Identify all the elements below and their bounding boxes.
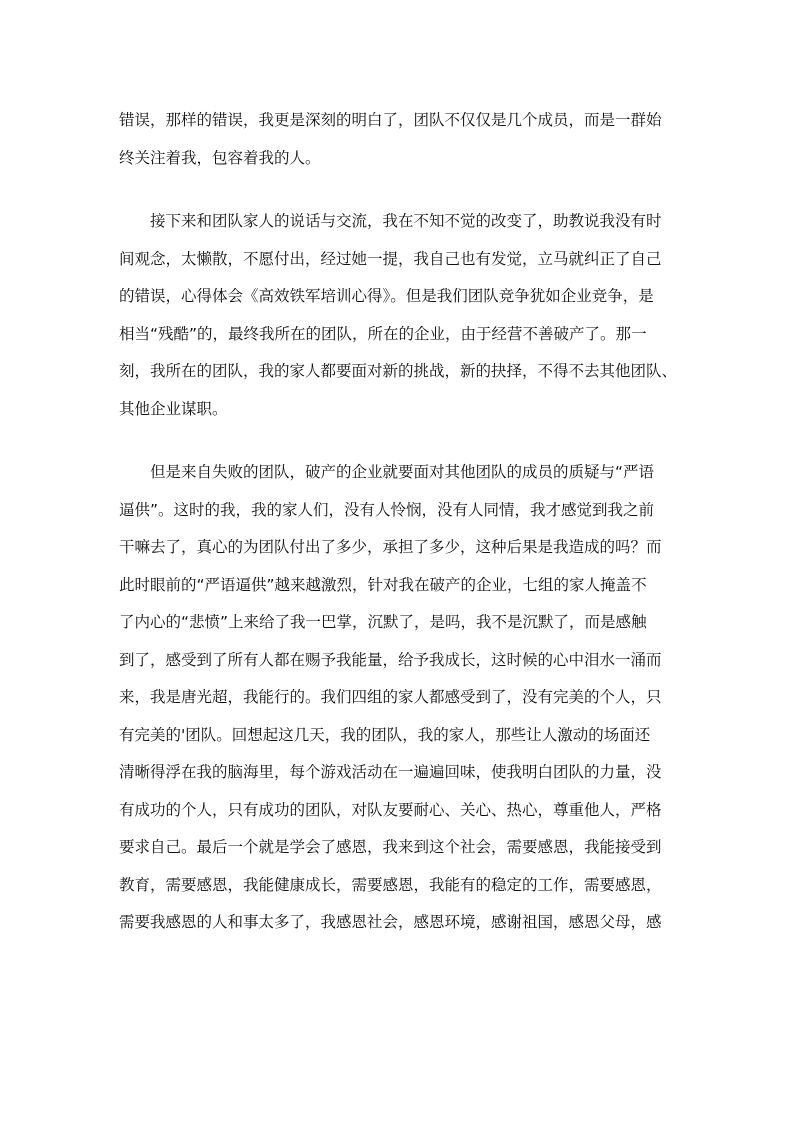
paragraph-1: [119, 102, 689, 177]
paragraph-line: 但是来自失败的团队，破产的企业就要面对其他团队的成员的质疑与“严语: [119, 463, 655, 481]
paragraph-line: 终关注着我，包容着我的人。: [119, 148, 321, 167]
paragraph-2: [119, 203, 689, 428]
paragraph-line: 刻，我所在的团队，我的家人都要面对新的挑战，新的抉择，不得不去其他团队、: [119, 362, 678, 380]
paragraph-line: 的错误，心得体会《高效铁军培训心得》。但是我们团队竞争犹如企业竞争，是: [119, 287, 654, 305]
paragraph-line: 教育，需要感恩，我能健康成长，需要感恩，我能有的稳定的工作，需要感恩，: [119, 875, 662, 894]
paragraph-line: 错误，那样的错误，我更是深刻的明白了，团队不仅仅是几个成员，而是一群始: [119, 111, 662, 129]
paragraph-spacer: [119, 177, 689, 203]
paragraph-line: 有成功的个人，只有成功的团队，对队友要耐心、关心、热心，尊重他人，严格: [119, 800, 662, 819]
paragraph-line: 清晰得浮在我的脑海里，每个游戏活动在一遍遍回味，使我明白团队的力量，没: [119, 763, 662, 781]
paragraph-line: 间观念，太懒散，不愿付出，经过她一提，我自己也有发觉，立马就纠正了自己: [119, 249, 662, 268]
paragraph-line: 相当“残酷”的，最终我所在的团队，所在的企业，由于经营不善破产了。那一: [119, 324, 647, 343]
paragraph-spacer: [119, 428, 689, 454]
paragraph-line: 此时眼前的“严语逼供”越来越激烈，针对我在破产的企业，七组的家人掩盖不: [119, 575, 647, 594]
paragraph-line: 到了，感受到了所有人都在赐予我能量，给予我成长，这时候的心中泪水一涌而: [119, 650, 662, 669]
paragraph-line: 了内心的“悲愤”上来给了我一巴掌，沉默了，是吗，我不是沉默了，而是感触: [119, 613, 647, 631]
paragraph-line: 接下来和团队家人的说话与交流，我在不知不觉的改变了，助教说我没有时: [119, 212, 662, 230]
paragraph-line: 干嘛去了，真心的为团队付出了多少，承担了多少，这种后果是我造成的吗？而: [119, 538, 662, 556]
paragraph-3: [119, 454, 689, 942]
paragraph-line: 来，我是唐光超，我能行的。我们四组的家人都感受到了，没有完美的个人，只: [119, 688, 662, 706]
paragraph-line: 需要我感恩的人和事太多了，我感恩社会，感恩环境，感谢祖国，感恩父母，感: [119, 913, 662, 931]
paragraph-line: 有完美的'团队。回想起这几天，我的团队，我的家人，那些让人激动的场面还: [119, 725, 651, 744]
document-body: [119, 102, 689, 942]
paragraph-line: 要求自己。最后一个就是学会了感恩，我来到这个社会，需要感恩，我能接受到: [119, 838, 662, 856]
paragraph-line: 逼供”。这时的我，我的家人们，没有人怜悯，没有人同情，我才感觉到我之前: [119, 500, 655, 519]
paragraph-line: 其他企业谋职。: [119, 399, 228, 418]
